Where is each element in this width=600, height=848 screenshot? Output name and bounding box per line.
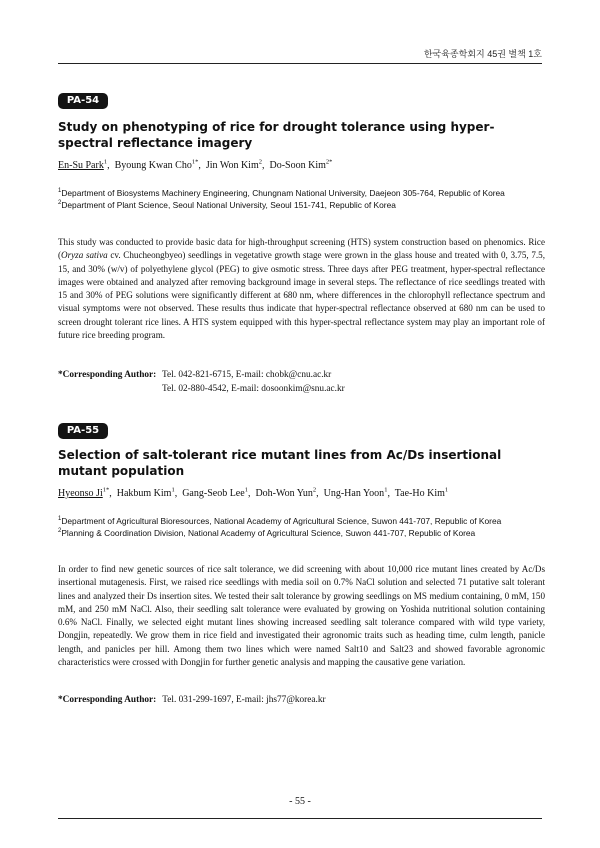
author-sup: 1	[384, 486, 388, 494]
author-name: Gang-Seob Lee	[182, 488, 245, 499]
corresponding-label: *Corresponding Author:	[58, 370, 157, 380]
header-rule	[58, 63, 542, 64]
affiliation-text: Department of Agricultural Bioresources, National Academy of Agricultural Science, Suwon 441-707, Republic of Korea	[61, 516, 502, 526]
affiliations	[58, 515, 548, 539]
author-sup: 1*	[102, 486, 110, 494]
affiliation	[58, 199, 548, 211]
author-sup: 2	[258, 158, 262, 166]
affiliation-sup: 2	[58, 528, 62, 535]
species-name: Oryza sativa	[61, 250, 108, 261]
journal-header: 한국육종학회지 45권 별책 1호	[423, 49, 542, 59]
abstract-code-badge: PA-55	[58, 423, 108, 439]
abstract-body	[58, 236, 545, 342]
affiliation-text: Department of Biosystems Machinery Engineering, Chungnam National University, Daejeon 305-764, Republic of Korea	[61, 188, 505, 198]
affiliation	[58, 187, 548, 199]
author-sup: 2*	[325, 158, 333, 166]
affiliation-sup: 1	[58, 188, 62, 195]
author-sup: 1	[244, 486, 248, 494]
author-name: En-Su Park	[58, 160, 104, 171]
author-name: Hakbum Kim	[116, 488, 172, 499]
abstract-title: Selection of salt-tolerant rice mutant lines from Ac/Ds insertional mutant population	[58, 448, 502, 478]
author-sup: 1	[444, 486, 449, 494]
affiliation	[58, 515, 548, 527]
affiliation-sup: 2	[58, 200, 62, 207]
abstract-text: In order to find new genetic sources of rice salt tolerance, we did screening with about 10,000 rice mutant lines created by Ac/Ds insertional mutagenesis. First, we raised rice seedlings with media soil on 0.7% NaCl solution and selected 71 putative salt tolerant lines and analyzed their Ds insertion sites. We tested their salt tolerance by growing seedlings on MS medium containing, 0 mM, 150 mM, and 250 mM NaCl. Also, their seedling salt tolerance were evaluated by growing on Yoshida nutritional solution containing 0.6% NaCl. Finally, we selected eight mutant lines showing increased seedling salt tolerance compared with wild type variety, Dongjin, repeatedly. We grow them in rice field and investigated their agronomic traits such as heading time, culm length, panicle length, and panicles per hill. Among them two lines which were named Salt10 and Salt23 and showed favorable agronomic characteristics were crossed with Dongjin for further genetic analysis and mapping the causative gene variation.	[58, 564, 545, 668]
contact-info: Tel. 031-299-1697, E-mail: jhs77@korea.kr	[162, 695, 326, 705]
author-list: Hyeonso $Ji^{1*}$, Hakbum Kim$^1$, Gang-Seob Lee$^1$, Doh-Won Yun$^2$, Ung-Han Yoon$^1$, Tae-Ho Kim$^1$	[58, 486, 449, 499]
author-name: Doh-Won Yun	[255, 488, 313, 499]
affiliations	[58, 187, 548, 211]
author-name: Tae-Ho Kim	[394, 488, 445, 499]
author-sup: 1	[103, 158, 108, 166]
abstract-body	[58, 563, 545, 669]
corresponding-author	[58, 694, 548, 708]
author-name: Do-Soon Kim	[269, 160, 326, 171]
affiliation-text: Planning & Coordination Division, National Academy of Agricultural Science, Suwon 441-707, Republic of Korea	[61, 528, 476, 538]
author-name: Jin Won Kim	[205, 160, 259, 171]
author-sup: 2	[312, 486, 317, 494]
contact-info: Tel. 02-880-4542, E-mail: dosoonkim@snu.ac.kr	[162, 383, 345, 394]
abstract-text: This study was conducted to provide basic data for high-throughput screening (HTS) system construction based on phenomics. Rice (	[58, 237, 545, 261]
abstract-code-badge: PA-54	[58, 93, 108, 109]
affiliation-sup: 1	[58, 516, 62, 523]
author-sup: 1	[171, 486, 175, 494]
footer-rule	[58, 818, 542, 819]
affiliation-text: Department of Plant Science, Seoul National University, Seoul 151-741, Republic of Korea	[61, 200, 396, 210]
author-name: Ung-Han Yoon	[323, 488, 385, 499]
contact-info: Tel. 042-821-6715, E-mail: chobk@cnu.ac.kr	[162, 370, 332, 380]
author-name: Hyeonso Ji	[58, 488, 103, 499]
corresponding-label: *Corresponding Author:	[58, 695, 157, 705]
abstract-text: cv. Chucheongbyeo) seedlings in vegetative growth stage were grown in the glass house and treated with 0, 3.75, 7.5, 15, and 30% (w/v) of polyethylene glycol (PEG) to give osmotic stress. Three days after PEG treatment, hyper-spectral reflectance images were obtained and analyzed after removing background image in several steps. The reflectance of rice seedlings treated with 15 and 30% of PEG solutions were significantly different at 680 nm, where differences in the chlorophyll reflectance spectrum and visual symptoms were not observed. These results thus indicate that hyper-spectral reflectance observed at 680 nm can be used to screen drought tolerant rice lines. A HTS system equipped with this hyper-spectral reflectance system may play an important role of future rice breeding program.	[58, 250, 545, 341]
author-list: En-Su Park$^1$, Byoung Kwan Cho$^{1*}$, Jin Won Kim$^2$, Do-Soon Kim$^{2*}$	[58, 158, 333, 171]
abstract-title: Study on phenotyping of rice for drought tolerance using hyper-spectral reflectance imagery	[58, 120, 495, 150]
page-number: - 55 -	[289, 796, 311, 807]
author-name: Byoung Kwan Cho	[114, 160, 192, 171]
affiliation	[58, 527, 548, 539]
author-sup: 1*	[191, 158, 199, 166]
corresponding-author	[58, 369, 548, 396]
